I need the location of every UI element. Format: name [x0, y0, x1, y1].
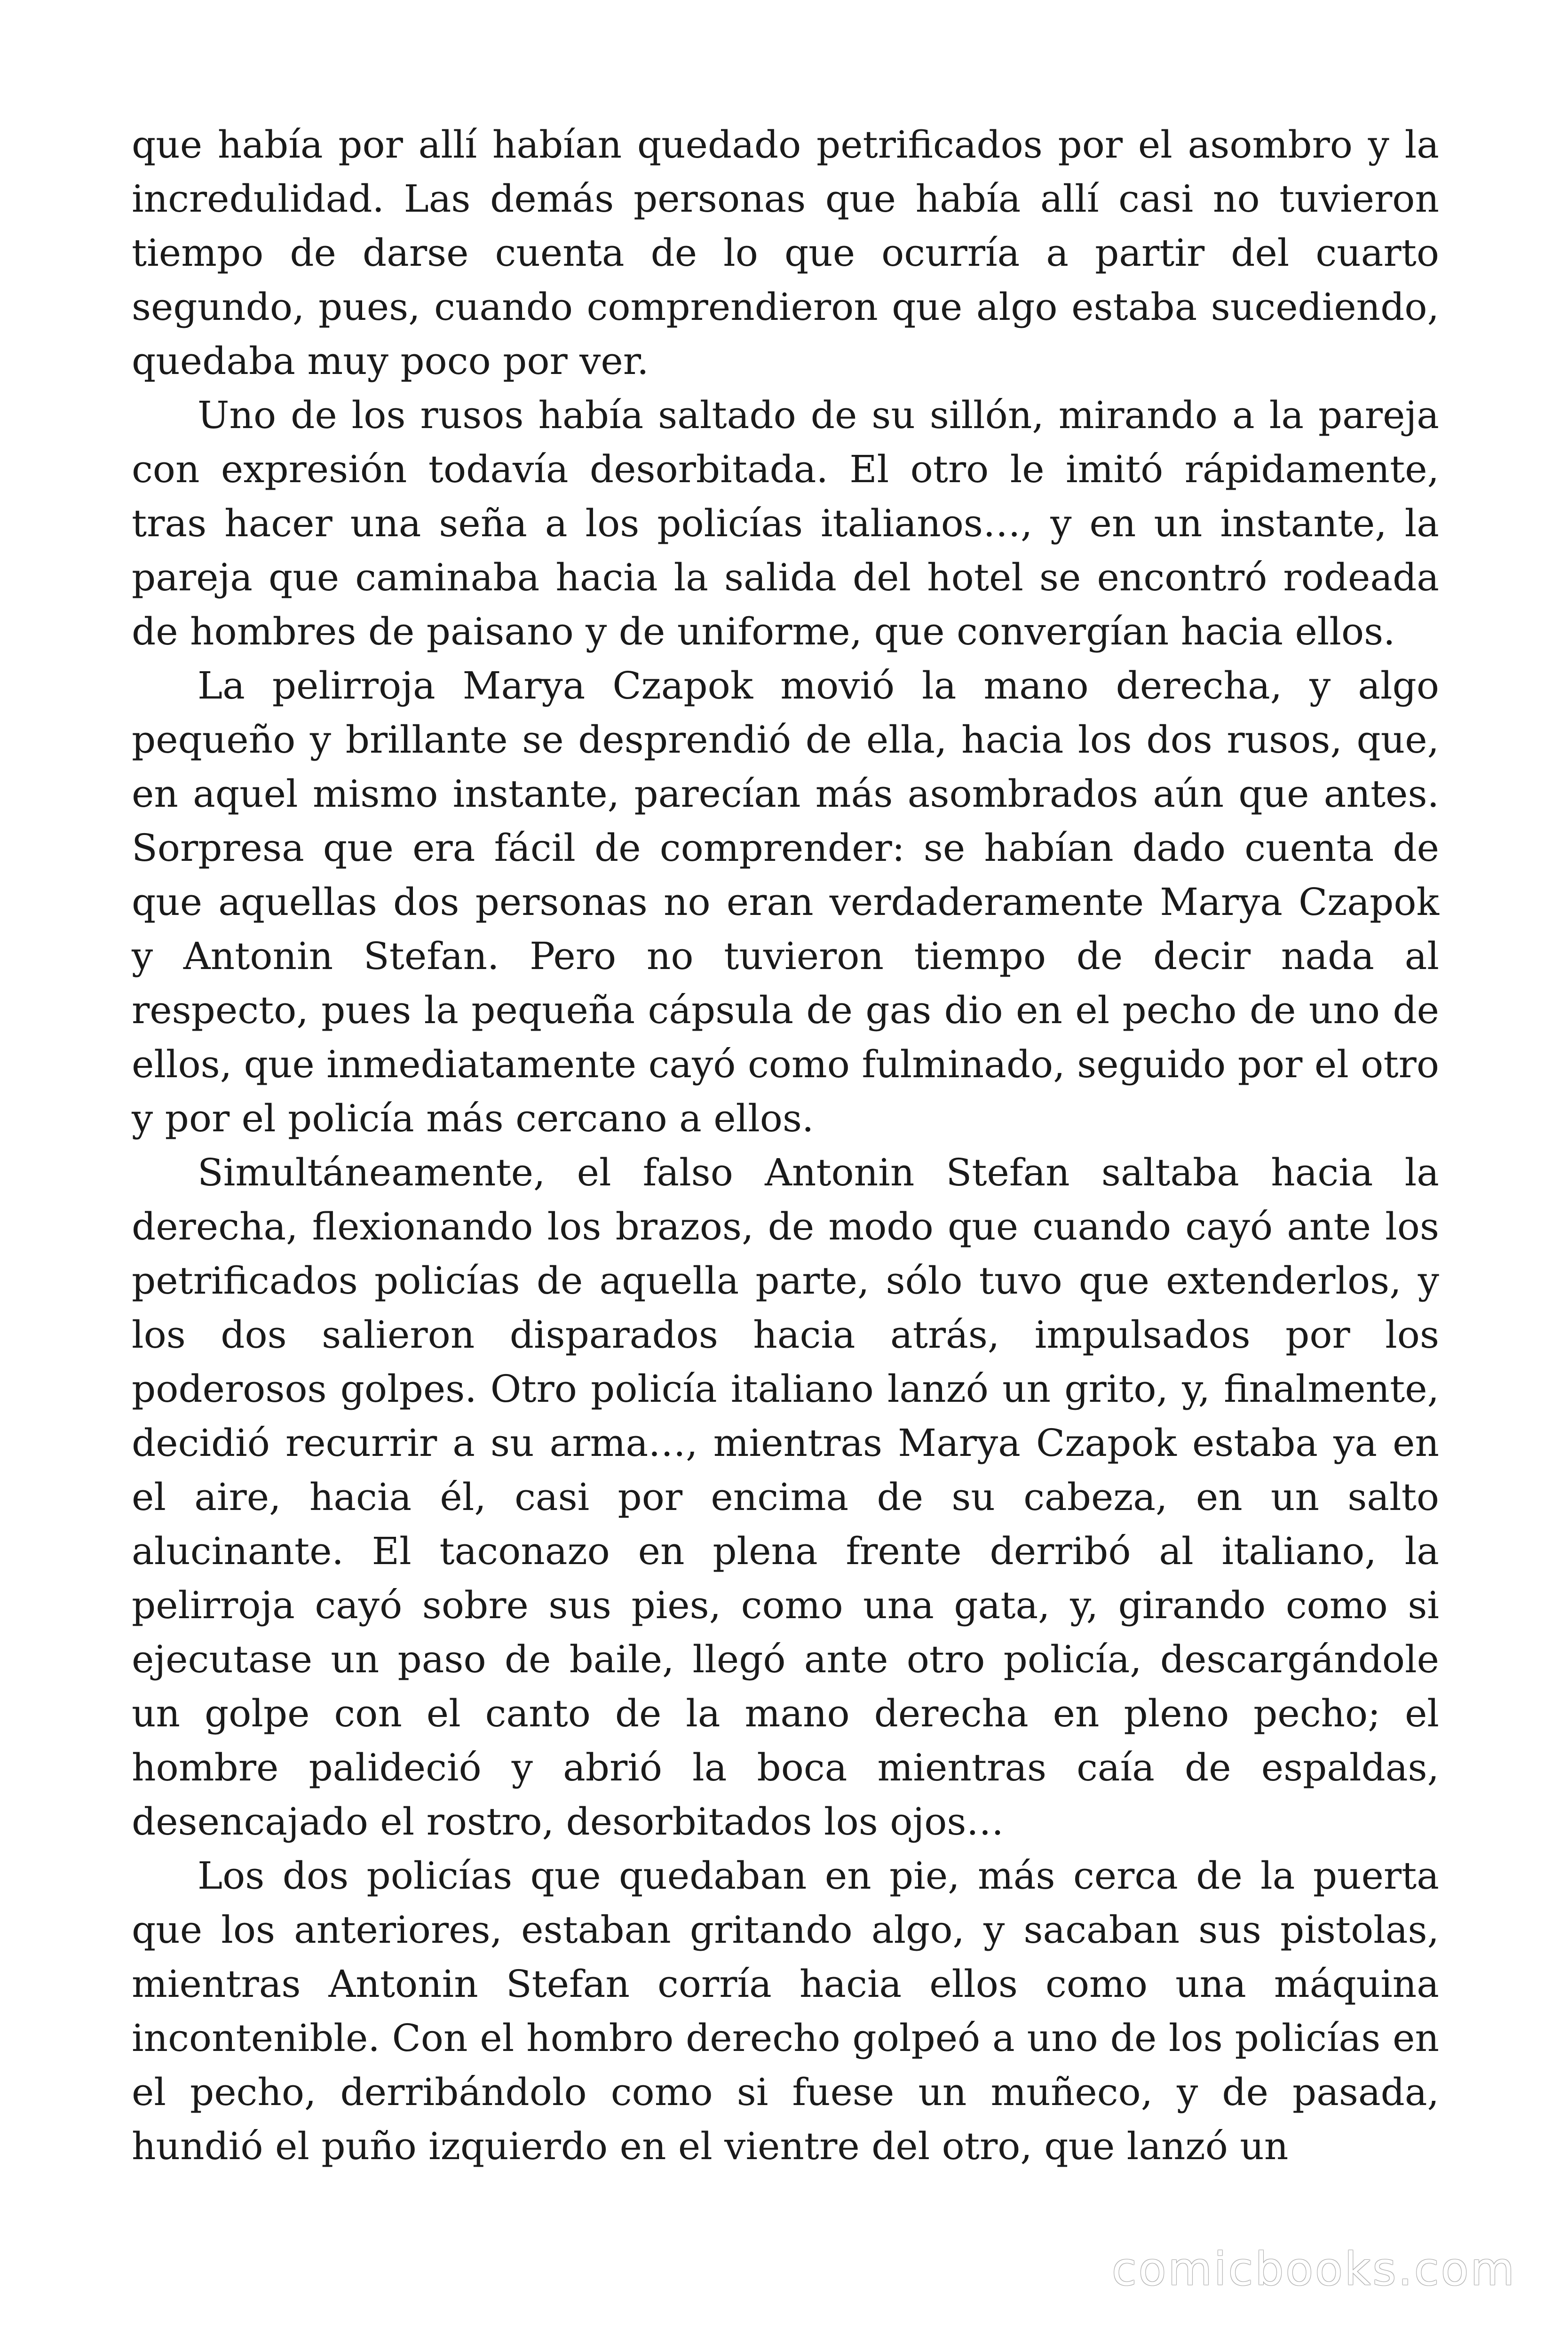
paragraph-1: que había por allí habían quedado petrificados por el asombro y la incredulidad. Las demás personas que había allí casi no tuvieron tiempo de darse cuenta de lo que ocurría a partir del cuarto segundo, pues, cuando comprendieron que algo estaba sucediendo, quedaba muy poco por ver.: [132, 123, 1439, 383]
paragraph-2: Uno de los rusos había saltado de su sillón, mirando a la pareja con expresión todavía desorbitada. El otro le imitó rápidamente, tras hacer una seña a los policías italianos…, y en un instante, la pareja que caminaba hacia la salida del hotel se encontró rodeada de hombres de paisano y de uniforme, que convergían hacia ellos.: [132, 393, 1439, 653]
paragraph-3: La pelirroja Marya Czapok movió la mano derecha, y algo pequeño y brillante se desprendió de ella, hacia los dos rusos, que, en aquel mismo instante, parecían más asombrados aún que antes. Sorpresa que era fácil de comprender: se habían dado cuenta de que aquellas dos personas no eran verdaderamente Marya Czapok y Antonin Stefan. Pero no tuvieron tiempo de decir nada al respecto, pues la pequeña cápsula de gas dio en el pecho de uno de ellos, que inmediatamente cayó como fulminado, seguido por el otro y por el policía más cercano a ellos.: [132, 664, 1439, 1140]
paragraph-5: Los dos policías que quedaban en pie, más cerca de la puerta que los anteriores, estaban gritando algo, y sacaban sus pistolas, mientras Antonin Stefan corría hacia ellos como una máquina incontenible. Con el hombro derecho golpeó a uno de los policías en el pecho, derribándolo como si fuese un muñeco, y de pasada, hundió el puño izquierdo en el vientre del otro, que lanzó un: [132, 1854, 1439, 2168]
watermark: comicbooks.com: [1111, 2243, 1516, 2296]
paragraph-4: Simultáneamente, el falso Antonin Stefan saltaba hacia la derecha, flexionando los brazos, de modo que cuando cayó ante los petrificados policías de aquella parte, sólo tuvo que extenderlos, y los dos salieron disparados hacia atrás, impulsados por los poderosos golpes. Otro policía italiano lanzó un grito, y, finalmente, decidió recurrir a su arma…, mientras Marya Czapok estaba ya en el aire, hacia él, casi por encima de su cabeza, en un salto alucinante. El taconazo en plena frente derribó al italiano, la pelirroja cayó sobre sus pies, como una gata, y, girando como si ejecutase un paso de baile, llegó ante otro policía, descargándole un golpe con el canto de la mano derecha en pleno pecho; el hombre palideció y abrió la boca mientras caía de espaldas, desencajado el rostro, desorbitados los ojos…: [132, 1151, 1439, 1843]
page-text: [132, 118, 1439, 2173]
